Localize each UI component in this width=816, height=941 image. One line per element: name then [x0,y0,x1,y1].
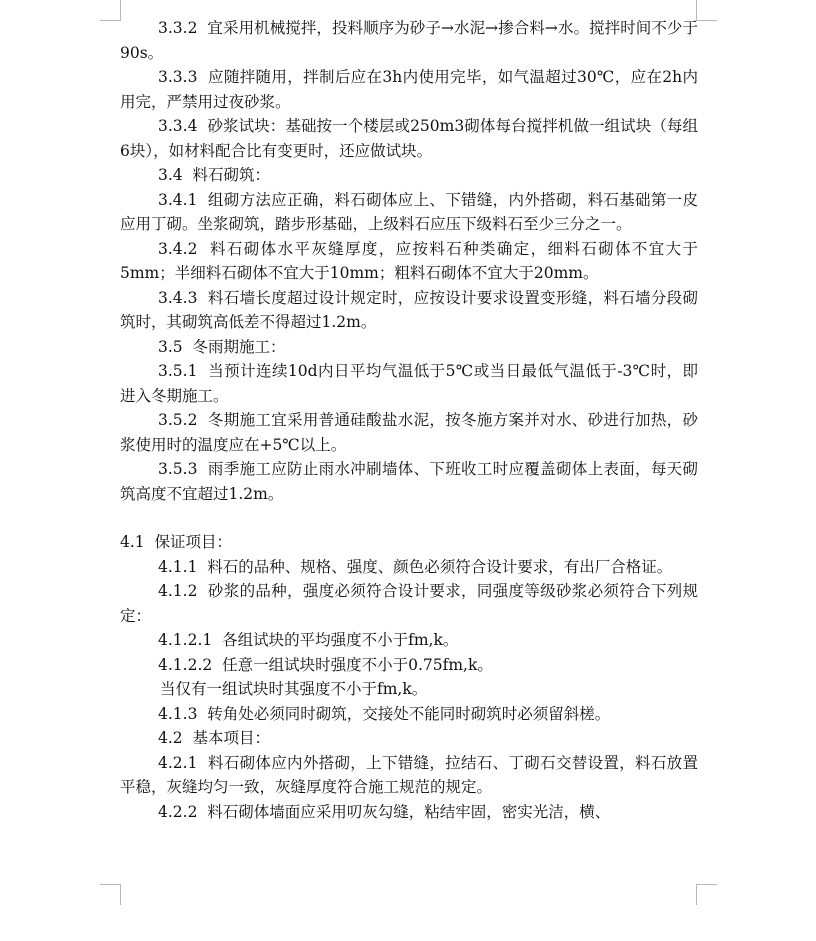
heading-4-1: 4.1 保证项目： [120,533,233,551]
paragraph-4-1-1: 4.1.1 料石的品种、规格、强度、颜色必须符合设计要求，有出厂合格证。 [158,557,673,576]
page-corner-mark-bottom-right [696,884,717,905]
page-corner-mark-bottom-left [100,884,121,905]
heading-4-2: 4.2 基本项目： [158,729,271,747]
paragraph-4-2-1: 4.2.1 料石砌体应内外搭砌，上下错缝，拉结石、丁砌石交替设置，料石放置平稳，灰缝均匀一致，灰缝厚度符合施工规范的规定。 [120,753,698,796]
heading-3-5: 3.5 冬雨期施工： [158,337,286,356]
paragraph-3-4-2: 3.4.2 料石砌体水平灰缝厚度，应按料石种类确定，细料石砌体不宜大于5mm；半细料石砌体不宜大于10mm；粗料石砌体不宜大于20mm。 [120,239,698,282]
paragraph-3-5-1: 3.5.1 当预计连续10d内日平均气温低于5℃或当日最低气温低于-3℃时，即进入冬期施工。 [120,362,698,405]
page-corner-mark-top-right [696,0,717,21]
document-body[interactable] [120,16,698,824]
paragraph-3-3-3: 3.3.3 应随拌随用，拌制后应在3h内使用完毕，如气温超过30℃，应在2h内用完，严禁用过夜砂浆。 [120,68,698,111]
heading-3-4: 3.4 料石砌筑： [158,166,271,184]
paragraph-4-2-2: 4.2.2 料石砌体墙面应采用叨灰勾缝，粘结牢固，密实光洁，横、 [158,802,611,821]
paragraph-3-3-2: 3.3.2 宜采用机械搅拌，投料顺序为砂子→水泥→掺合料→水。搅拌时间不少于90s。 [120,19,698,62]
paragraph-3-4-1: 3.4.1 组砌方法应正确，料石砌体应上、下错缝，内外搭砌，料石基础第一皮应用丁砌。坐浆砌筑，踏步形基础，上级料石应压下级料石至少三分之一。 [120,190,698,233]
blank-line [120,506,698,530]
paragraph-3-5-3: 3.5.3 雨季施工应防止雨水冲刷墙体、下班收工时应覆盖砌体上表面，每天砌筑高度不宜超过1.2m。 [120,460,698,503]
paragraph-4-1-2-2: 4.1.2.2 任意一组试块时强度不小于0.75fm,k。 [158,655,493,674]
paragraph-4-1-2: 4.1.2 砂浆的品种，强度必须符合设计要求，同强度等级砂浆必须符合下列规定： [120,582,698,625]
paragraph-3-5-2: 3.5.2 冬期施工宜采用普通硅酸盐水泥，按冬施方案并对水、砂进行加热，砂浆使用时的温度应在+5℃以上。 [120,411,698,454]
paragraph-4-1-2-1: 4.1.2.1 各组试块的平均强度不小于fm,k。 [158,631,459,649]
paragraph-4-1-3: 4.1.3 转角处必须同时砌筑，交接处不能同时砌筑时必须留斜槎。 [158,704,611,723]
paragraph-3-3-4: 3.3.4 砂浆试块：基础按一个楼层或250m3砌体每台搅拌机做一组试块（每组6块），如材料配合比有变更时，还应做试块。 [120,117,698,160]
page-corner-mark-top-left [100,0,121,21]
paragraph-single-test-block: 当仅有一组试块时其强度不小于fm,k。 [160,680,428,698]
paragraph-3-4-3: 3.4.3 料石墙长度超过设计规定时，应按设计要求设置变形缝，料石墙分段砌筑时，其砌筑高低差不得超过1.2m。 [120,288,698,331]
